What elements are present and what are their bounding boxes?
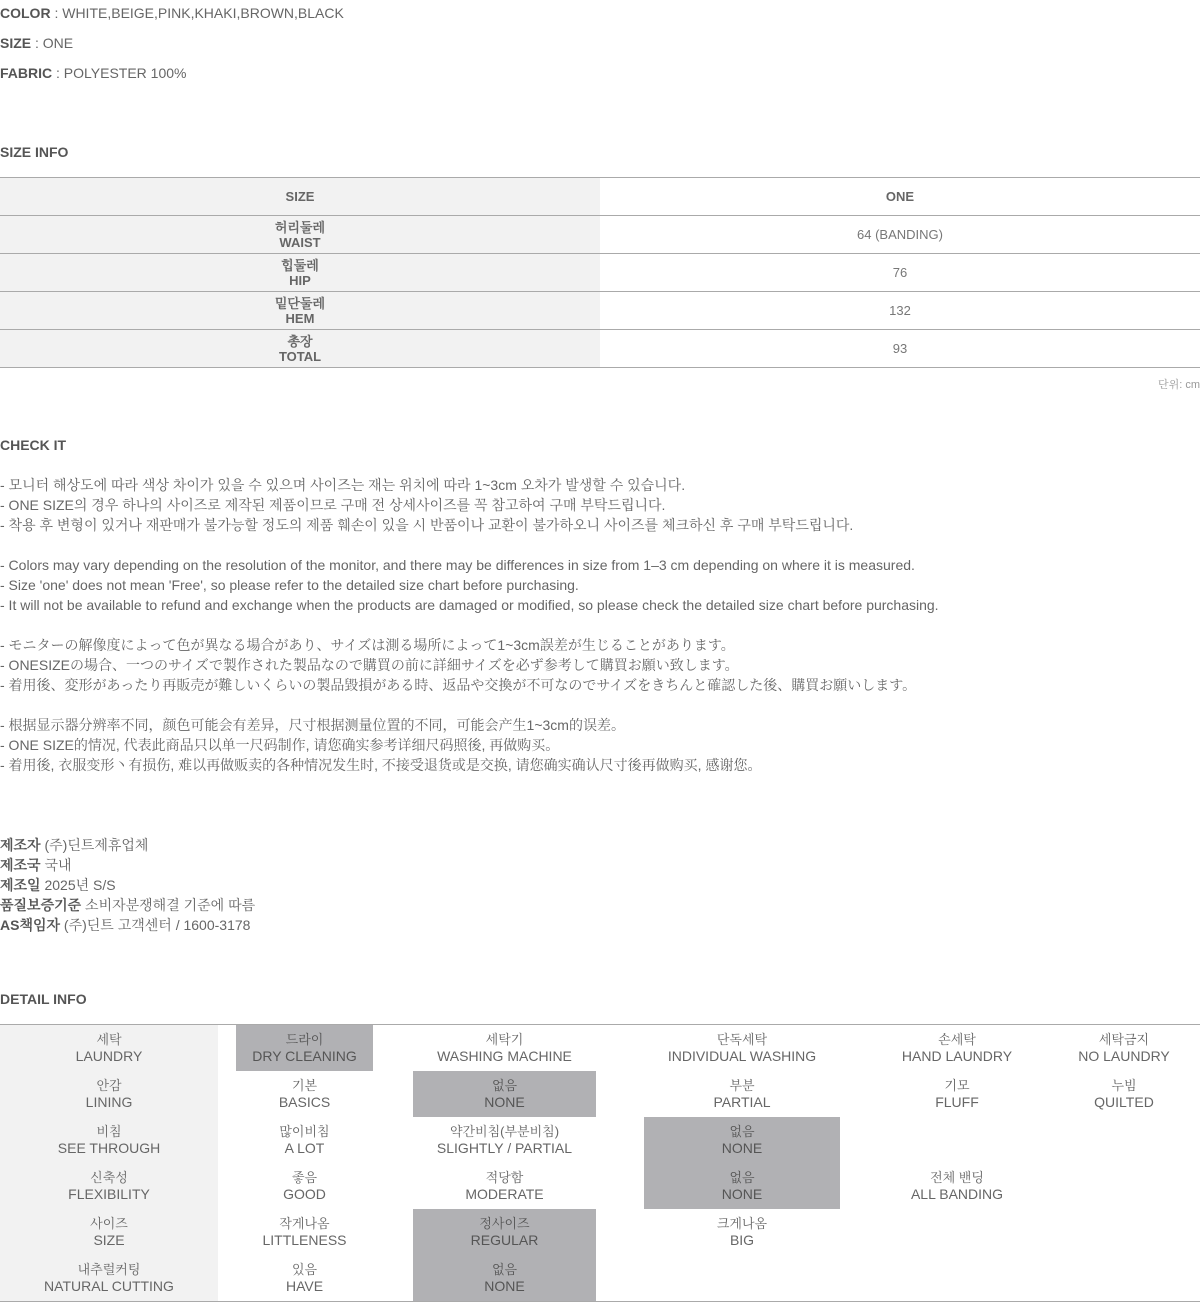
- detail-option-basics: 기본 BASICS: [278, 1078, 331, 1110]
- detail-option-no-laundry: 세탁금지 NO LAUNDRY: [1078, 1032, 1170, 1064]
- detail-row-head-flexibility: 신축성 FLEXIBILITY: [68, 1170, 150, 1202]
- size-info-title: SIZE INFO: [0, 144, 69, 160]
- detail-option-big: 크게나옴 BIG: [716, 1216, 768, 1248]
- detail-option-fluff: 기모 FLUFF: [935, 1078, 979, 1110]
- detail-option-cutting-none: 없음 NONE: [413, 1255, 596, 1301]
- spec-fabric: FABRIC : POLYESTER 100%: [0, 65, 187, 81]
- size-row-waist: [0, 216, 1200, 254]
- check-line: - Size 'one' does not mean 'Free', so please refer to the detailed size chart before purchasing.: [0, 577, 579, 593]
- detail-row-head-laundry: 세탁 LAUNDRY: [75, 1032, 143, 1064]
- detail-option-littleness: 작게나옴 LITTLENESS: [262, 1216, 347, 1248]
- detail-option-quilted: 누빔 QUILTED: [1094, 1078, 1154, 1110]
- check-it-title: CHECK IT: [0, 437, 67, 453]
- maker-line: 제조일 2025년 S/S: [0, 877, 116, 893]
- size-row-label: 허리둘레 WAIST: [0, 216, 600, 253]
- detail-option-a-lot: 많이비침 A LOT: [279, 1124, 330, 1156]
- detail-option-flexibility-none: 없음 NONE: [644, 1163, 840, 1209]
- check-line: - モニターの解像度によって色が異なる場合があり、サイズは測る場所によって1~3cm誤差が生じることがあります。: [0, 637, 735, 653]
- detail-row-head-lining: 안감 LINING: [85, 1078, 133, 1110]
- spec-size: SIZE : ONE: [0, 35, 74, 51]
- size-row-value: 76: [892, 265, 908, 280]
- size-table-header: [0, 178, 1200, 216]
- detail-option-hand-laundry: 손세탁 HAND LAUNDRY: [901, 1032, 1013, 1064]
- maker-line: 제조국 국내: [0, 857, 72, 873]
- detail-option-have: 있음 HAVE: [285, 1262, 324, 1294]
- size-row-label: 힙둘레 HIP: [0, 254, 600, 291]
- detail-row-head-size: 사이즈 SIZE: [90, 1216, 128, 1248]
- check-line: - ONESIZEの場合、一つのサイズで製作された製品なので購買の前に詳細サイズを必ず参考して購買お願い致します。: [0, 657, 739, 673]
- size-header-value: ONE: [885, 189, 915, 204]
- size-row-hem: [0, 292, 1200, 330]
- detail-option-all-banding: 전체 밴딩 ALL BANDING: [910, 1170, 1004, 1202]
- check-line: - It will not be available to refund and exchange when the products are damaged or modified, so please check the detailed size chart before purchasing.: [0, 597, 939, 613]
- maker-line: 품질보증기준 소비자분쟁해결 기준에 따름: [0, 897, 256, 913]
- check-line: - ONE SIZE的情况, 代表此商品只以单一尺码制作, 请您确实参考详细尺码照後, 再做购买。: [0, 737, 560, 753]
- size-row-total: [0, 330, 1200, 368]
- detail-option-see-through-none: 없음 NONE: [644, 1117, 840, 1163]
- detail-option-slightly: 약간비침(부분비침) SLIGHTLY / PARTIAL: [436, 1124, 573, 1156]
- detail-option-partial: 부분 PARTIAL: [713, 1078, 771, 1110]
- size-unit-note: 단위: cm: [1157, 379, 1200, 391]
- size-row-label: 밑단둘레 HEM: [0, 292, 600, 329]
- check-line: - 根据显示器分辨率不同，颜色可能会有差异，尺寸根据测量位置的不同，可能会产生1~3cm的误差。: [0, 717, 625, 733]
- maker-line: 제조자 (주)딘트제휴업체: [0, 837, 149, 853]
- detail-option-dry-cleaning: 드라이 DRY CLEANING: [236, 1025, 373, 1071]
- check-line: - Colors may vary depending on the resolution of the monitor, and there may be differences in size from 1–3 cm depending on where it is measured.: [0, 557, 915, 573]
- detail-option-good: 좋음 GOOD: [283, 1170, 326, 1202]
- check-line: - 모니터 해상도에 따라 색상 차이가 있을 수 있으며 사이즈는 재는 위치에 따라 1~3cm 오차가 발생할 수 있습니다.: [0, 477, 686, 493]
- size-row-value: 132: [889, 303, 911, 318]
- size-row-value: 64 (BANDING): [857, 227, 943, 242]
- check-line: - 着用後, 衣服变形丶有损伤, 难以再做贩卖的各种情况发生时, 不接受退货或是交换, 请您确实确认尺寸後再做购买, 感谢您。: [0, 757, 762, 773]
- detail-option-individual-washing: 단독세탁 INDIVIDUAL WASHING: [667, 1032, 817, 1064]
- maker-line: AS책임자 (주)딘트 고객센터 / 1600-3178: [0, 917, 251, 933]
- size-row-value: 93: [892, 341, 908, 356]
- detail-option-regular: 정사이즈 REGULAR: [413, 1209, 596, 1255]
- size-row-label: 총장 TOTAL: [0, 330, 600, 367]
- check-line: - ONE SIZE의 경우 하나의 사이즈로 제작된 제품이므로 구매 전 상세사이즈를 꼭 참고하여 구매 부탁드립니다.: [0, 497, 666, 513]
- check-line: - 着用後、変形があったり再販売が難しいくらいの製品毀損がある時、返品や交換が不可なのでサイズをきちんと確認した後、購買お願いします。: [0, 677, 917, 693]
- size-row-hip: [0, 254, 1200, 292]
- detail-row-head-natural-cutting: 내추럴커팅 NATURAL CUTTING: [44, 1262, 174, 1294]
- size-table: [0, 177, 1200, 368]
- size-header-label: SIZE: [0, 178, 600, 215]
- check-line: - 착용 후 변형이 있거나 재판매가 불가능할 정도의 제품 훼손이 있을 시 반품이나 교환이 불가하오니 사이즈를 체크하신 후 구매 부탁드립니다.: [0, 517, 854, 533]
- detail-option-washing-machine: 세탁기 WASHING MACHINE: [437, 1032, 572, 1064]
- detail-option-moderate: 적당함 MODERATE: [465, 1170, 544, 1202]
- detail-info-title: DETAIL INFO: [0, 991, 87, 1007]
- detail-row-head-see-through: 비침 SEE THROUGH: [57, 1124, 161, 1156]
- detail-option-lining-none: 없음 NONE: [413, 1071, 596, 1117]
- spec-color: COLOR : WHITE,BEIGE,PINK,KHAKI,BROWN,BLACK: [0, 5, 344, 21]
